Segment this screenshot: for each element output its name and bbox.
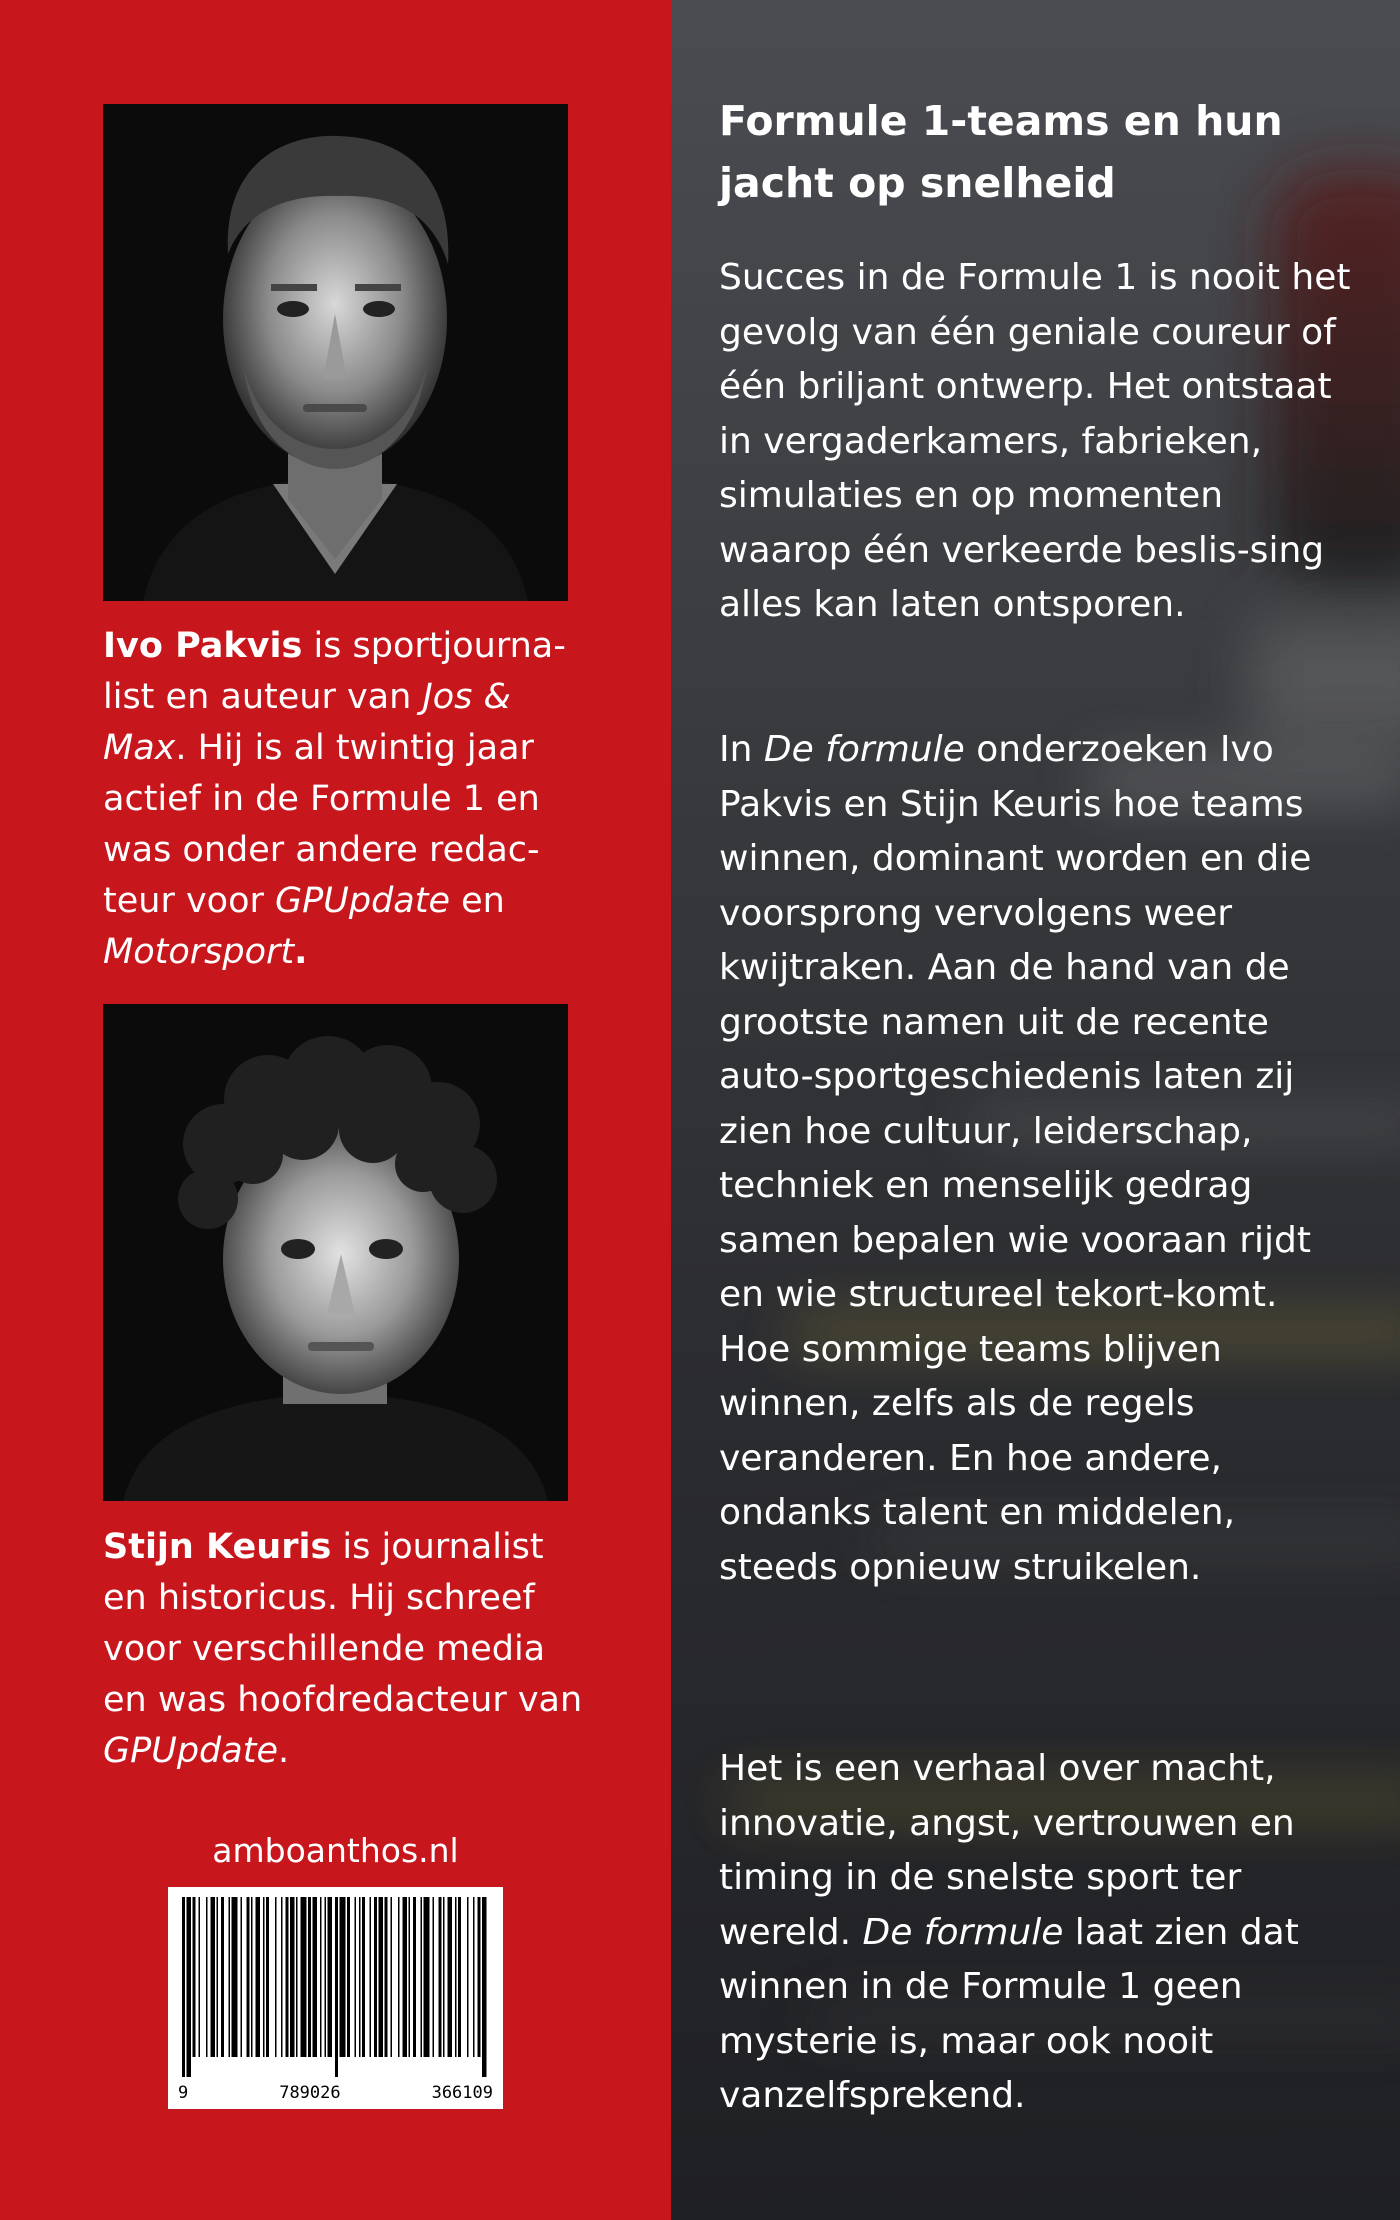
author-panel: [0, 0, 671, 2220]
barcode-bar: [263, 1897, 265, 2057]
barcode-bar: [221, 1897, 224, 2057]
barcode-bar: [439, 1897, 442, 2057]
barcode-bar: [379, 1897, 384, 2057]
barcode-bar: [421, 1897, 423, 2057]
barcode-bar: [433, 1897, 435, 2057]
author-name: Ivo Pakvis: [103, 626, 303, 666]
blurb-paragraph-3: Het is een verhaal over macht, innovatie, angst, vertrouwen en timing in de snelste sport ter wereld. De formule laat zien dat winnen in de Formule 1 geen mysterie is, maar ook nooit vanzelfsprekend.: [719, 1748, 1299, 2116]
blurb-heading: Formule 1-teams en hun jacht op snelheid: [719, 97, 1283, 207]
book-title: De formule: [763, 729, 965, 770]
book-title: Jos & Max: [103, 677, 511, 768]
barcode-bar: [391, 1897, 393, 2057]
barcode-bar: [266, 1897, 269, 2057]
barcode-bar: [362, 1897, 365, 2057]
barcode-bar: [467, 1897, 469, 2057]
barcode-bar: [290, 1897, 295, 2057]
blurb-paragraph-1: Succes in de Formule 1 is nooit het gevolg van één geniale coureur of één briljant ontwerp. Het ontstaat in vergaderkamers, fabrieken, simulaties en op momenten waarop één verkeerde beslis-sing alles kan laten ontsporen.: [719, 257, 1351, 625]
barcode-bar: [443, 1897, 445, 2057]
barcode-bar: [211, 1897, 216, 2057]
author-bio-ivo-pakvis: Ivo Pakvis is sportjourna-list en auteur van Jos & Max. Hij is al twintig jaar actief in de Formule 1 en was onder andere redac-teur voor GPUpdate en Motorsport.: [103, 626, 566, 972]
book-title: De formule: [862, 1911, 1064, 1953]
barcode-bar: [247, 1897, 250, 2057]
barcode-bar: [232, 1897, 238, 2057]
barcode-bar: [374, 1897, 377, 2057]
barcode-bar: [398, 1897, 400, 2057]
media-name: GPUpdate: [103, 1731, 278, 1771]
barcode-bar: [448, 1897, 453, 2057]
barcode-bar: [473, 1897, 475, 2057]
blurb-paragraph-2: In De formule onderzoeken Ivo Pakvis en Stijn Keuris hoe teams winnen, dominant worden en die voorsprong vervolgens weer kwijtraken. Aan de hand van de grootste namen uit de recente auto-sportgeschiedenis laten zij zien hoe cultuur, leiderschap, techniek en menselijk gedrag samen bepalen wie vooraan rijdt en wie structureel tekort-komt. Hoe sommige teams blijven winnen, zelfs als de regels veranderen. En hoe andere, ondanks talent en middelen, steeds opnieuw struikelen.: [719, 729, 1312, 1588]
barcode-bar: [199, 1897, 201, 2057]
publisher-website: amboanthos.nl: [212, 1831, 459, 1870]
barcode-bar: [296, 1897, 298, 2057]
barcode-bar: [335, 1897, 338, 2077]
author-name: Stijn Keuris: [103, 1527, 332, 1567]
barcode-bar: [251, 1897, 253, 2057]
barcode-bar: [403, 1897, 408, 2057]
barcode-bar: [370, 1897, 372, 2057]
media-name: GPUpdate: [275, 881, 450, 921]
barcode-bar: [355, 1897, 357, 2057]
author-bio-stijn-keuris: Stijn Keuris is journalist en historicus. Hij schreef voor verschillende media en was hoofdredacteur van GPUpdate.: [103, 1527, 583, 1771]
barcode-bar: [286, 1897, 289, 2057]
barcode-bar: [347, 1897, 350, 2057]
barcode-bar: [313, 1897, 318, 2057]
barcode-bar: [424, 1897, 430, 2057]
barcode-bar: [308, 1897, 311, 2057]
barcode-bar: [275, 1897, 277, 2057]
barcode-bar: [482, 1897, 487, 2077]
barcode-bar: [182, 1897, 185, 2077]
barcode-bar: [281, 1897, 283, 2057]
author-photo-ivo-pakvis: [103, 104, 568, 601]
blurb-panel: [671, 0, 1400, 2220]
barcode-bar: [328, 1897, 333, 2057]
barcode-bar: [187, 1897, 192, 2077]
barcode-bar: [458, 1897, 461, 2057]
barcode-bars: [168, 1887, 503, 2079]
barcode-bar: [301, 1897, 307, 2057]
barcode-bar: [193, 1897, 196, 2057]
barcode-bar: [229, 1897, 231, 2057]
isbn-barcode: [168, 1887, 503, 2109]
barcode-bar: [413, 1897, 416, 2057]
barcode-bar: [217, 1897, 219, 2057]
barcode-bar: [241, 1897, 243, 2057]
barcode-bar: [455, 1897, 457, 2057]
barcode-bar: [340, 1897, 346, 2057]
barcode-bar: [478, 1897, 481, 2057]
author-photo-stijn-keuris: [103, 1004, 568, 1501]
barcode-bar: [385, 1897, 388, 2057]
media-name: Motorsport: [103, 932, 295, 972]
barcode-bar: [325, 1897, 327, 2057]
barcode-bar: [320, 1897, 322, 2057]
isbn-number: 9 789026 366109: [178, 2083, 493, 2103]
barcode-bar: [256, 1897, 261, 2057]
barcode-bar: [359, 1897, 361, 2057]
barcode-bar: [206, 1897, 208, 2057]
barcode-bar: [409, 1897, 411, 2057]
